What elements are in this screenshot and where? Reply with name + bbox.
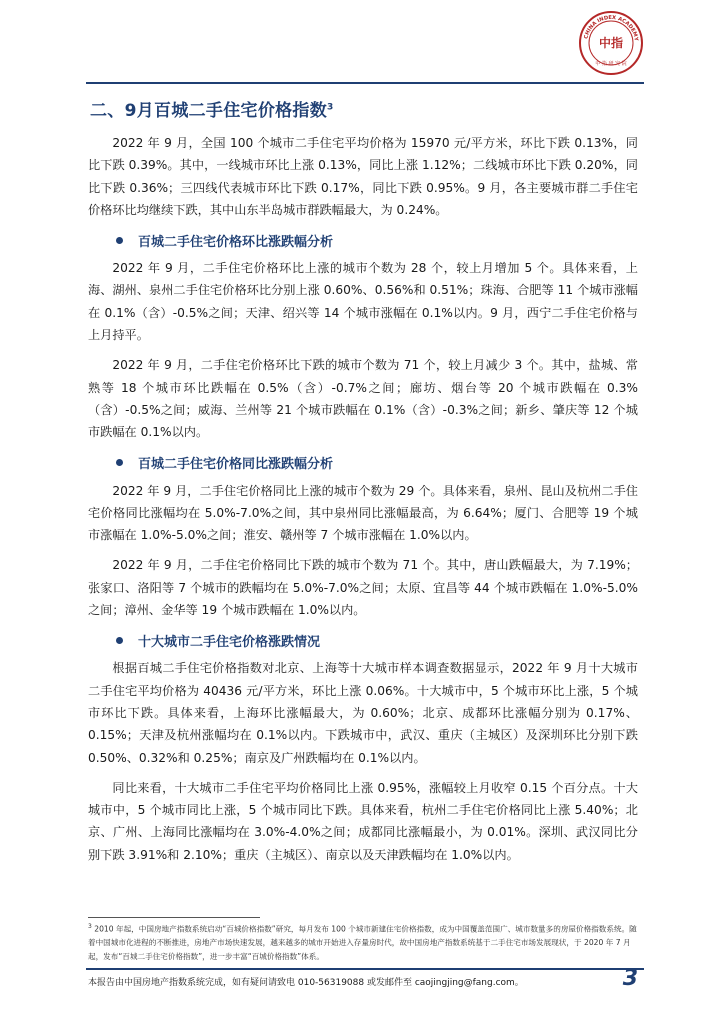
logo-seal [578,10,644,76]
sub-heading-text: 百城二手住宅价格同比涨跌幅分析 [138,457,334,473]
logo-center-text: 中指 [598,36,624,50]
company-logo [578,10,644,76]
section-title-text: 二、9月百城二手住宅价格指数 [90,101,328,121]
header-rule [86,82,644,84]
logo-ring-text: CHINA INDEX ACADEMY [583,14,639,42]
bullet-dot-icon [116,459,123,466]
body-paragraph: 2022 年 9 月，全国 100 个城市二手住宅平均价格为 15970 元/平方米，环比下跌 0.13%，同比下跌 0.39%。其中，一线城市环比上涨 0.13%，同比上涨 1.12%；二线城市环比下跌 0.20%，同比下跌 0.36%；三四线代表城市环比下跌 0.17%，同比下跌 0.95%。9 月，各主要城市群二手住宅价格环比均继续下跌，其中山东半岛城市群跌幅最大，为 0.24%。 [88,136,638,217]
body-paragraph: 2022 年 9 月，二手住宅价格环比上涨的城市个数为 28 个，较上月增加 5 个。具体来看，上海、湖州、泉州二手住宅价格环比分别上涨 0.60%、0.56%和 0.51%；珠海、合肥等 11 个城市涨幅在 0.1%（含）-0.5%之间；天津、绍兴等 14 个城市涨幅在 0.1%以内。9 月，西宁二手住宅价格与上月持平。 [88,261,638,343]
body-paragraph: 2022 年 9 月，二手住宅价格同比上涨的城市个数为 29 个。具体来看，泉州、昆山及杭州二手住宅价格同比涨幅均在 5.0%-7.0%之间，其中泉州同比涨幅最高，为 6.64%；厦门、合肥等 19 个城市涨幅在 1.0%-5.0%之间；淮安、赣州等 7 个城市涨幅在 1.0%以内。 [88,483,638,543]
body-paragraph: 2022 年 9 月，二手住宅价格同比下跌的城市个数为 71 个。其中，唐山跌幅最大，为 7.19%；张家口、洛阳等 7 个城市的跌幅均在 5.0%-7.0%之间；太原、宜昌等 44 个城市跌幅在 1.0%-5.0%之间；漳州、金华等 19 个城市跌幅在 1.0%以内。 [88,558,638,618]
bullet-dot-icon [116,237,123,244]
sub-heading [88,229,638,251]
sub-heading-text: 十大城市二手住宅价格涨跌情况 [138,634,321,650]
main-content [88,132,638,874]
section-title [90,96,334,121]
footnote-marker: 3 [88,923,92,930]
footer-rule [86,968,644,970]
bullet-dot-icon [116,637,123,644]
sub-heading-text: 百城二手住宅价格环比涨跌幅分析 [138,234,334,250]
footnote-text: 2010 年起，中国房地产指数系统启动“百城价格指数”研究，每月发布 100 个城市新建住宅价格指数，成为中国覆盖范围广、城市数量多的房屋价格指数系统。随着中国城市化进程的不断推进，房地产市场快速发展，越来越多的城市开始进入存量房时代，故中国房地产指数系统基于二手住宅市场发展现状，于 2020 年 7 月起，发布“百城二手住宅价格指数”，进一步丰富“百城价格指数”体系。 [88,924,637,961]
body-paragraph: 同比来看，十大城市二手住宅平均价格同比上涨 0.95%，涨幅较上月收窄 0.15 个百分点。十大城市中，5 个城市同比上涨，5 个城市同比下跌。具体来看，杭州二手住宅价格同比上涨 5.40%；北京、广州、上海同比涨幅均在 3.0%-4.0%之间；成都同比涨幅最小，为 0.01%。深圳、武汉同比分别下跌 3.91%和 2.10%；重庆（主城区）、南京以及天津跌幅均在 1.0%以内。 [88,780,638,862]
page-number: 3 [622,966,638,991]
footnote [88,920,643,963]
sub-heading [88,452,638,474]
body-paragraph: 根据百城二手住宅价格指数对北京、上海等十大城市样本调查数据显示，2022 年 9 月十大城市二手住宅平均价格为 40436 元/平方米，环比上涨 0.06%。十大城市中，5 个城市环比上涨，5 个城市环比下跌。具体来看，上海环比涨幅最大，为 0.60%；北京、成都环比涨幅分别为 0.17%、0.15%；天津及杭州涨幅均在 0.1%以内。下跌城市中，武汉、重庆（主城区）及深圳环比分别下跌 0.50%、0.32%和 0.25%；南京及广州跌幅均在 0.1%以内。 [88,661,638,765]
footer-contact-text: 本报告由中国房地产指数系统完成，如有疑问请致电 010-56319088 或发邮件至 caojingjing@fang.com。 [88,978,524,988]
footnote-ref[interactable]: 3 [327,102,334,113]
footnote-rule [88,917,260,918]
logo-bottom-text: 中 指 研 究 院 [595,61,627,67]
body-paragraph: 2022 年 9 月，二手住宅价格环比下跌的城市个数为 71 个，较上月减少 3 个。其中，盐城、常熟等 18 个城市环比跌幅在 0.5%（含）-0.7%之间；廊坊、烟台等 20 个城市跌幅在 0.3%（含）-0.5%之间；威海、兰州等 21 个城市跌幅在 0.1%（含）-0.3%之间；新乡、肇庆等 12 个城市跌幅在 0.1%以内。 [88,358,638,440]
sub-heading [88,629,638,651]
